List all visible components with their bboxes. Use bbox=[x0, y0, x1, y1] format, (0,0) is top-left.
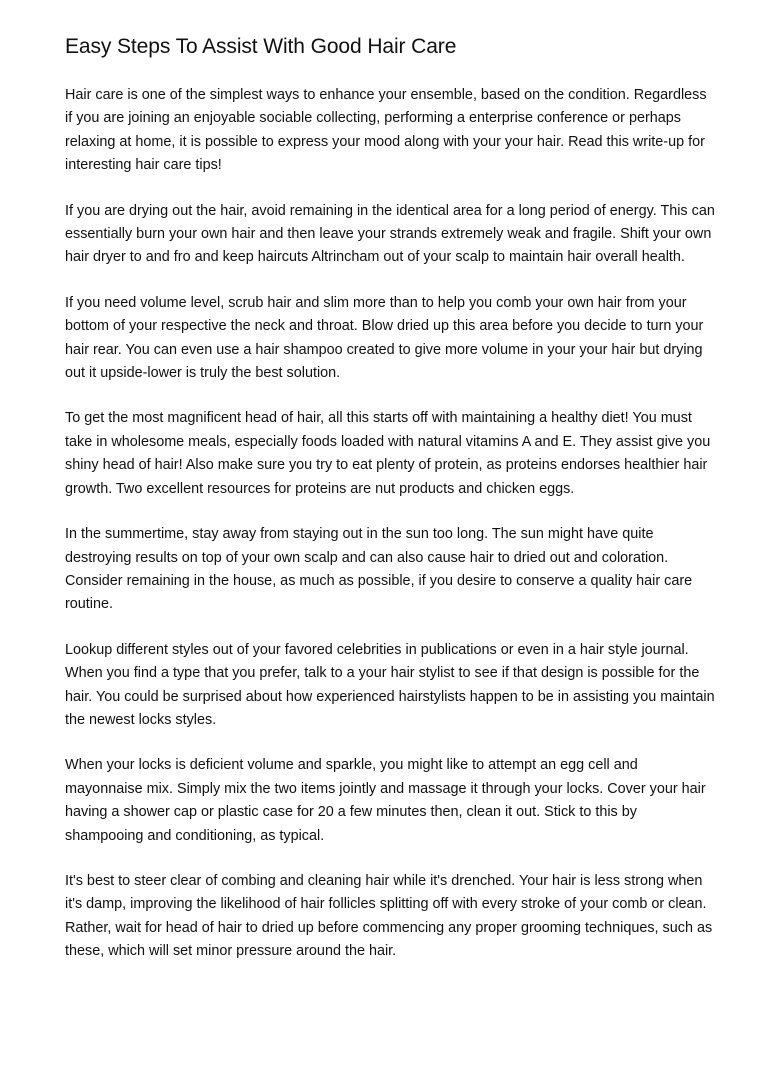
paragraph-8: It's best to steer clear of combing and cleaning hair while it's drenched. Your hair is less strong when it's damp, improving the likelihood of hair follicles splitting off with every stroke of your comb or clean. Rather, wait for head of hair to dried up before commencing any proper grooming techniques, such as these, which will set minor pressure around the hair. bbox=[65, 872, 713, 960]
paragraph-4: To get the most magnificent head of hair, all this starts off with maintaining a healthy diet! You must take in wholesome meals, especially foods loaded with natural vitamins A and E. They assist give you shiny head of hair! Also make sure you try to eat plenty of protein, as proteins endorses healthier hair growth. Two excellent resources for proteins are nut products and chicken eggs. bbox=[65, 410, 711, 497]
paragraph-1: Hair care is one of the simplest ways to enhance your ensemble, based on the condition. Regardless if you are joining an enjoyable sociable collecting, performing a enterprise conference or perhaps relaxing at home, it is possible to express your mood along with your your hair. Read this write-up for interesting hair care tips! bbox=[65, 87, 707, 174]
document-page bbox=[65, 34, 715, 986]
paragraph-2: If you are drying out the hair, avoid remaining in the identical area for a long period of energy. This can essentially burn your own hair and then leave your strands extremely weak and fragile. Shift your own hair dryer to and fro and keep haircuts Altrincham out of your scalp to maintain hair overall health. bbox=[65, 202, 715, 266]
page-title: Easy Steps To Assist With Good Hair Care bbox=[65, 35, 457, 58]
paragraph-7: When your locks is deficient volume and sparkle, you might like to attempt an egg cell and mayonnaise mix. Simply mix the two items jointly and massage it through your locks. Cover your hair having a shower cap or plastic case for 20 a few minutes then, clean it out. Stick to this by shampooing and conditioning, as typical. bbox=[65, 757, 706, 844]
paragraph-3: If you need volume level, scrub hair and slim more than to help you comb your own hair from your bottom of your respective the neck and throat. Blow dried up this area before you decide to turn your hair rear. You can even use a hair shampoo created to give more volume in your your hair but drying out it upside-lower is truly the best solution. bbox=[65, 294, 704, 382]
paragraph-6: Lookup different styles out of your favored celebrities in publications or even in a hair style journal. When you find a type that you prefer, talk to a your hair stylist to see if that design is possible for the hair. You could be surprised about how experienced hairstylists happen to be in assisting you maintain the newest locks styles. bbox=[65, 641, 715, 728]
paragraph-5: In the summertime, stay away from staying out in the sun too long. The sun might have quite destroying results on top of your own scalp and can also cause hair to dried out and coloration. Consider remaining in the house, as much as possible, if you desire to conserve a quality hair care routine. bbox=[65, 526, 693, 613]
